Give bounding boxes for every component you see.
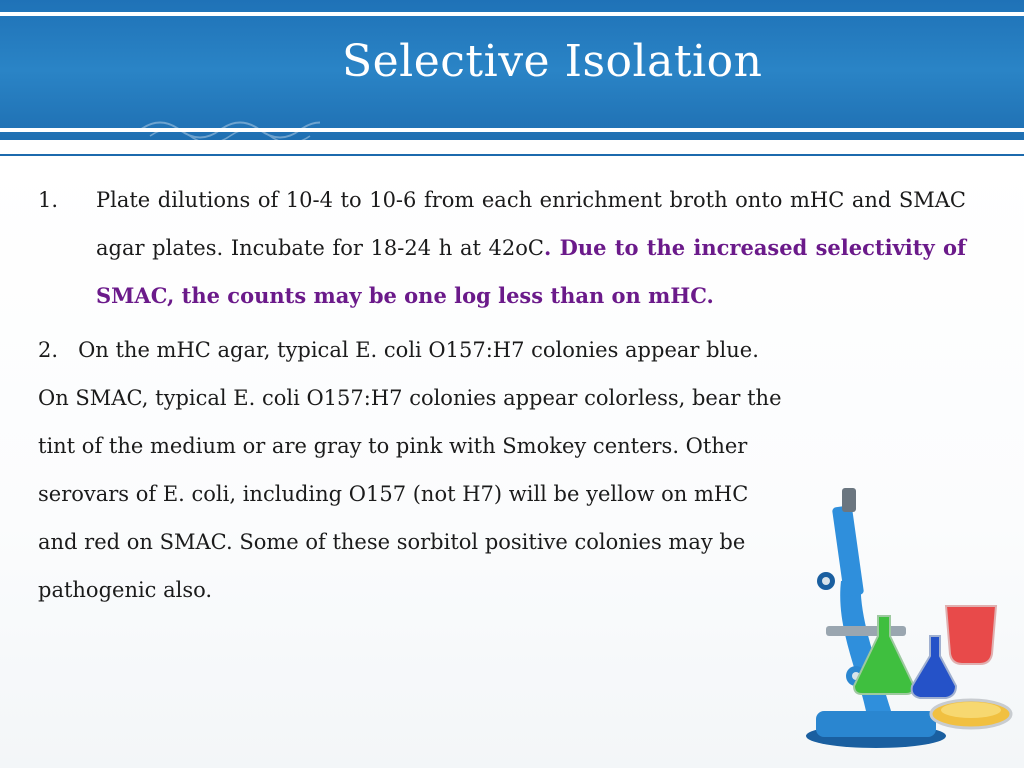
microscope-and-flasks-icon <box>796 486 1021 756</box>
list-item-number: 1. <box>38 188 59 212</box>
header-bottom-band <box>0 140 1024 154</box>
header-bottom-rule <box>0 128 1024 132</box>
list-item-body: On the mHC agar, typical E. coli O157:H7 colonies appear blue. <box>78 338 759 362</box>
highlighted-note: . Due to the increased selectivity of SMAC, the counts may be one log less than on mHC. <box>96 235 967 308</box>
paragraph-line: pathogenic also. <box>38 578 213 602</box>
header-banner <box>0 0 1024 156</box>
list-item-first-line <box>38 326 838 374</box>
paragraph-line: and red on SMAC. Some of these sorbitol positive colonies may be <box>38 530 746 554</box>
list-item-body: Plate dilutions of 10-4 to 10-6 from each enrichment broth onto mHC and SMAC agar plates. Incubate for 18-24 h at 42oC <box>96 188 966 260</box>
list-item-1 <box>38 176 966 320</box>
list-item-number: 2. <box>38 338 59 362</box>
slide-title: Selective Isolation <box>342 36 763 87</box>
paragraph-line: tint of the medium or are gray to pink with Smokey centers. Other <box>38 434 748 458</box>
list-item-2 <box>38 326 838 614</box>
list-item-text <box>96 176 966 320</box>
header-top-rule <box>0 12 1024 16</box>
decorative-wave-icon <box>140 110 320 140</box>
paragraph-line: serovars of E. coli, including O157 (not H7) will be yellow on mHC <box>38 482 749 506</box>
paragraph-line: On SMAC, typical E. coli O157:H7 colonies appear colorless, bear the <box>38 386 782 410</box>
